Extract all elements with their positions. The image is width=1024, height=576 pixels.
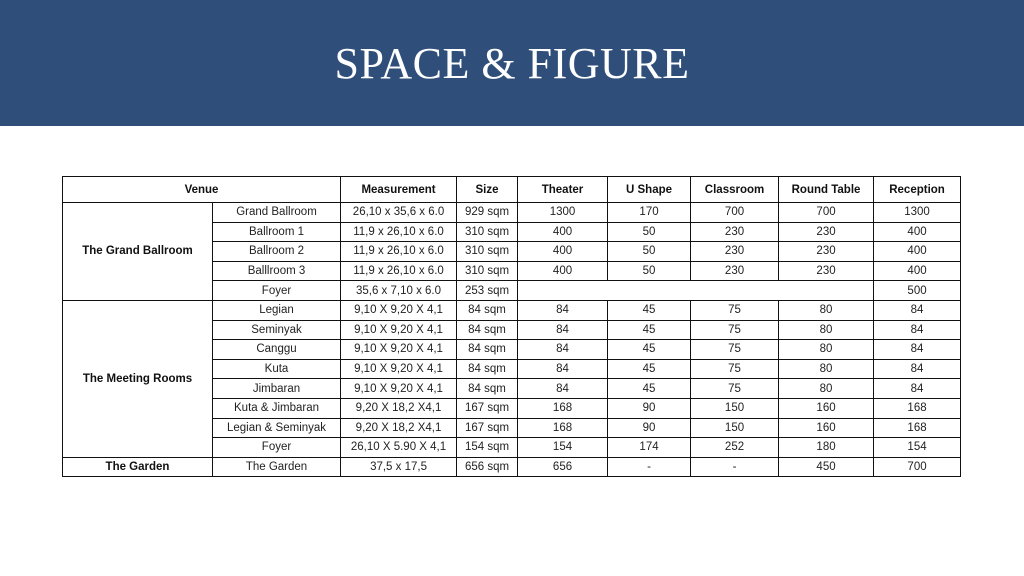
reception-cell: 400 [874, 222, 961, 242]
classroom-cell: - [691, 457, 779, 477]
theater-cell: 400 [518, 261, 608, 281]
size-cell: 167 sqm [457, 418, 518, 438]
ushape-cell: 50 [608, 222, 691, 242]
venue-header: Venue [63, 177, 341, 203]
reception-cell: 500 [874, 281, 961, 301]
roundtable-header: Round Table [779, 177, 874, 203]
room-name: Seminyak [213, 320, 341, 340]
header-row [63, 177, 961, 203]
room-name: Legian [213, 300, 341, 320]
measurement-header: Measurement [341, 177, 457, 203]
roundtable-cell: 80 [779, 300, 874, 320]
room-name: Legian & Seminyak [213, 418, 341, 438]
ushape-cell: 45 [608, 359, 691, 379]
room-name: Grand Ballroom [213, 203, 341, 223]
size-header: Size [457, 177, 518, 203]
reception-cell: 168 [874, 418, 961, 438]
classroom-cell: 75 [691, 320, 779, 340]
measurement-cell: 11,9 x 26,10 x 6.0 [341, 261, 457, 281]
measurement-cell: 35,6 x 7,10 x 6.0 [341, 281, 457, 301]
reception-cell: 84 [874, 359, 961, 379]
ushape-cell: - [608, 457, 691, 477]
reception-cell: 84 [874, 300, 961, 320]
measurement-cell: 9,20 X 18,2 X4,1 [341, 398, 457, 418]
ushape-cell: 50 [608, 261, 691, 281]
ushape-header: U Shape [608, 177, 691, 203]
size-cell: 84 sqm [457, 359, 518, 379]
room-name: Ballroom 2 [213, 242, 341, 262]
ushape-cell: 170 [608, 203, 691, 223]
reception-cell: 400 [874, 242, 961, 262]
reception-cell: 84 [874, 379, 961, 399]
size-cell: 253 sqm [457, 281, 518, 301]
reception-cell: 400 [874, 261, 961, 281]
classroom-header: Classroom [691, 177, 779, 203]
theater-cell: 154 [518, 438, 608, 458]
capacity-table [62, 176, 961, 477]
classroom-cell: 252 [691, 438, 779, 458]
size-cell: 310 sqm [457, 222, 518, 242]
group-label-meeting-rooms: The Meeting Rooms [63, 300, 213, 457]
size-cell: 929 sqm [457, 203, 518, 223]
measurement-cell: 9,10 X 9,20 X 4,1 [341, 359, 457, 379]
room-name: Foyer [213, 438, 341, 458]
title-banner [0, 0, 1024, 126]
group-label-grand-ballroom: The Grand Ballroom [63, 203, 213, 301]
ushape-cell: 174 [608, 438, 691, 458]
ushape-cell: 45 [608, 379, 691, 399]
theater-cell: 168 [518, 398, 608, 418]
reception-cell: 168 [874, 398, 961, 418]
measurement-cell: 37,5 x 17,5 [341, 457, 457, 477]
size-cell: 167 sqm [457, 398, 518, 418]
measurement-cell: 9,10 X 9,20 X 4,1 [341, 379, 457, 399]
roundtable-cell: 230 [779, 222, 874, 242]
roundtable-cell: 450 [779, 457, 874, 477]
roundtable-cell: 80 [779, 340, 874, 360]
size-cell: 84 sqm [457, 300, 518, 320]
room-name: Kuta & Jimbaran [213, 398, 341, 418]
classroom-cell: 75 [691, 340, 779, 360]
size-cell: 84 sqm [457, 320, 518, 340]
reception-cell: 1300 [874, 203, 961, 223]
roundtable-cell: 180 [779, 438, 874, 458]
theater-cell: 84 [518, 379, 608, 399]
measurement-cell: 11,9 x 26,10 x 6.0 [341, 222, 457, 242]
theater-cell: 656 [518, 457, 608, 477]
empty-capacity-cell [518, 281, 874, 301]
ushape-cell: 45 [608, 320, 691, 340]
size-cell: 656 sqm [457, 457, 518, 477]
measurement-cell: 11,9 x 26,10 x 6.0 [341, 242, 457, 262]
measurement-cell: 26,10 X 5.90 X 4,1 [341, 438, 457, 458]
room-name: Kuta [213, 359, 341, 379]
reception-cell: 154 [874, 438, 961, 458]
theater-cell: 400 [518, 242, 608, 262]
roundtable-cell: 160 [779, 418, 874, 438]
theater-cell: 168 [518, 418, 608, 438]
measurement-cell: 9,10 X 9,20 X 4,1 [341, 320, 457, 340]
room-name: Balllroom 3 [213, 261, 341, 281]
roundtable-cell: 230 [779, 242, 874, 262]
room-name: The Garden [213, 457, 341, 477]
measurement-cell: 9,10 X 9,20 X 4,1 [341, 340, 457, 360]
theater-cell: 1300 [518, 203, 608, 223]
ushape-cell: 90 [608, 398, 691, 418]
page-title: SPACE & FIGURE [334, 38, 690, 88]
ushape-cell: 45 [608, 300, 691, 320]
table-row [63, 457, 961, 477]
room-name: Jimbaran [213, 379, 341, 399]
theater-cell: 84 [518, 320, 608, 340]
ushape-cell: 45 [608, 340, 691, 360]
table-row [63, 300, 961, 320]
ushape-cell: 90 [608, 418, 691, 438]
size-cell: 84 sqm [457, 379, 518, 399]
roundtable-cell: 80 [779, 320, 874, 340]
theater-header: Theater [518, 177, 608, 203]
classroom-cell: 75 [691, 379, 779, 399]
measurement-cell: 9,20 X 18,2 X4,1 [341, 418, 457, 438]
classroom-cell: 230 [691, 222, 779, 242]
roundtable-cell: 230 [779, 261, 874, 281]
classroom-cell: 700 [691, 203, 779, 223]
classroom-cell: 75 [691, 359, 779, 379]
roundtable-cell: 700 [779, 203, 874, 223]
measurement-cell: 26,10 x 35,6 x 6.0 [341, 203, 457, 223]
classroom-cell: 230 [691, 242, 779, 262]
measurement-cell: 9,10 X 9,20 X 4,1 [341, 300, 457, 320]
table-row [63, 203, 961, 223]
classroom-cell: 75 [691, 300, 779, 320]
theater-cell: 400 [518, 222, 608, 242]
roundtable-cell: 80 [779, 359, 874, 379]
reception-header: Reception [874, 177, 961, 203]
room-name: Ballroom 1 [213, 222, 341, 242]
size-cell: 154 sqm [457, 438, 518, 458]
classroom-cell: 150 [691, 418, 779, 438]
reception-cell: 84 [874, 320, 961, 340]
theater-cell: 84 [518, 359, 608, 379]
reception-cell: 84 [874, 340, 961, 360]
size-cell: 84 sqm [457, 340, 518, 360]
classroom-cell: 150 [691, 398, 779, 418]
group-label-garden: The Garden [63, 457, 213, 477]
ushape-cell: 50 [608, 242, 691, 262]
room-name: Canggu [213, 340, 341, 360]
roundtable-cell: 160 [779, 398, 874, 418]
theater-cell: 84 [518, 340, 608, 360]
classroom-cell: 230 [691, 261, 779, 281]
roundtable-cell: 80 [779, 379, 874, 399]
size-cell: 310 sqm [457, 261, 518, 281]
reception-cell: 700 [874, 457, 961, 477]
size-cell: 310 sqm [457, 242, 518, 262]
room-name: Foyer [213, 281, 341, 301]
theater-cell: 84 [518, 300, 608, 320]
